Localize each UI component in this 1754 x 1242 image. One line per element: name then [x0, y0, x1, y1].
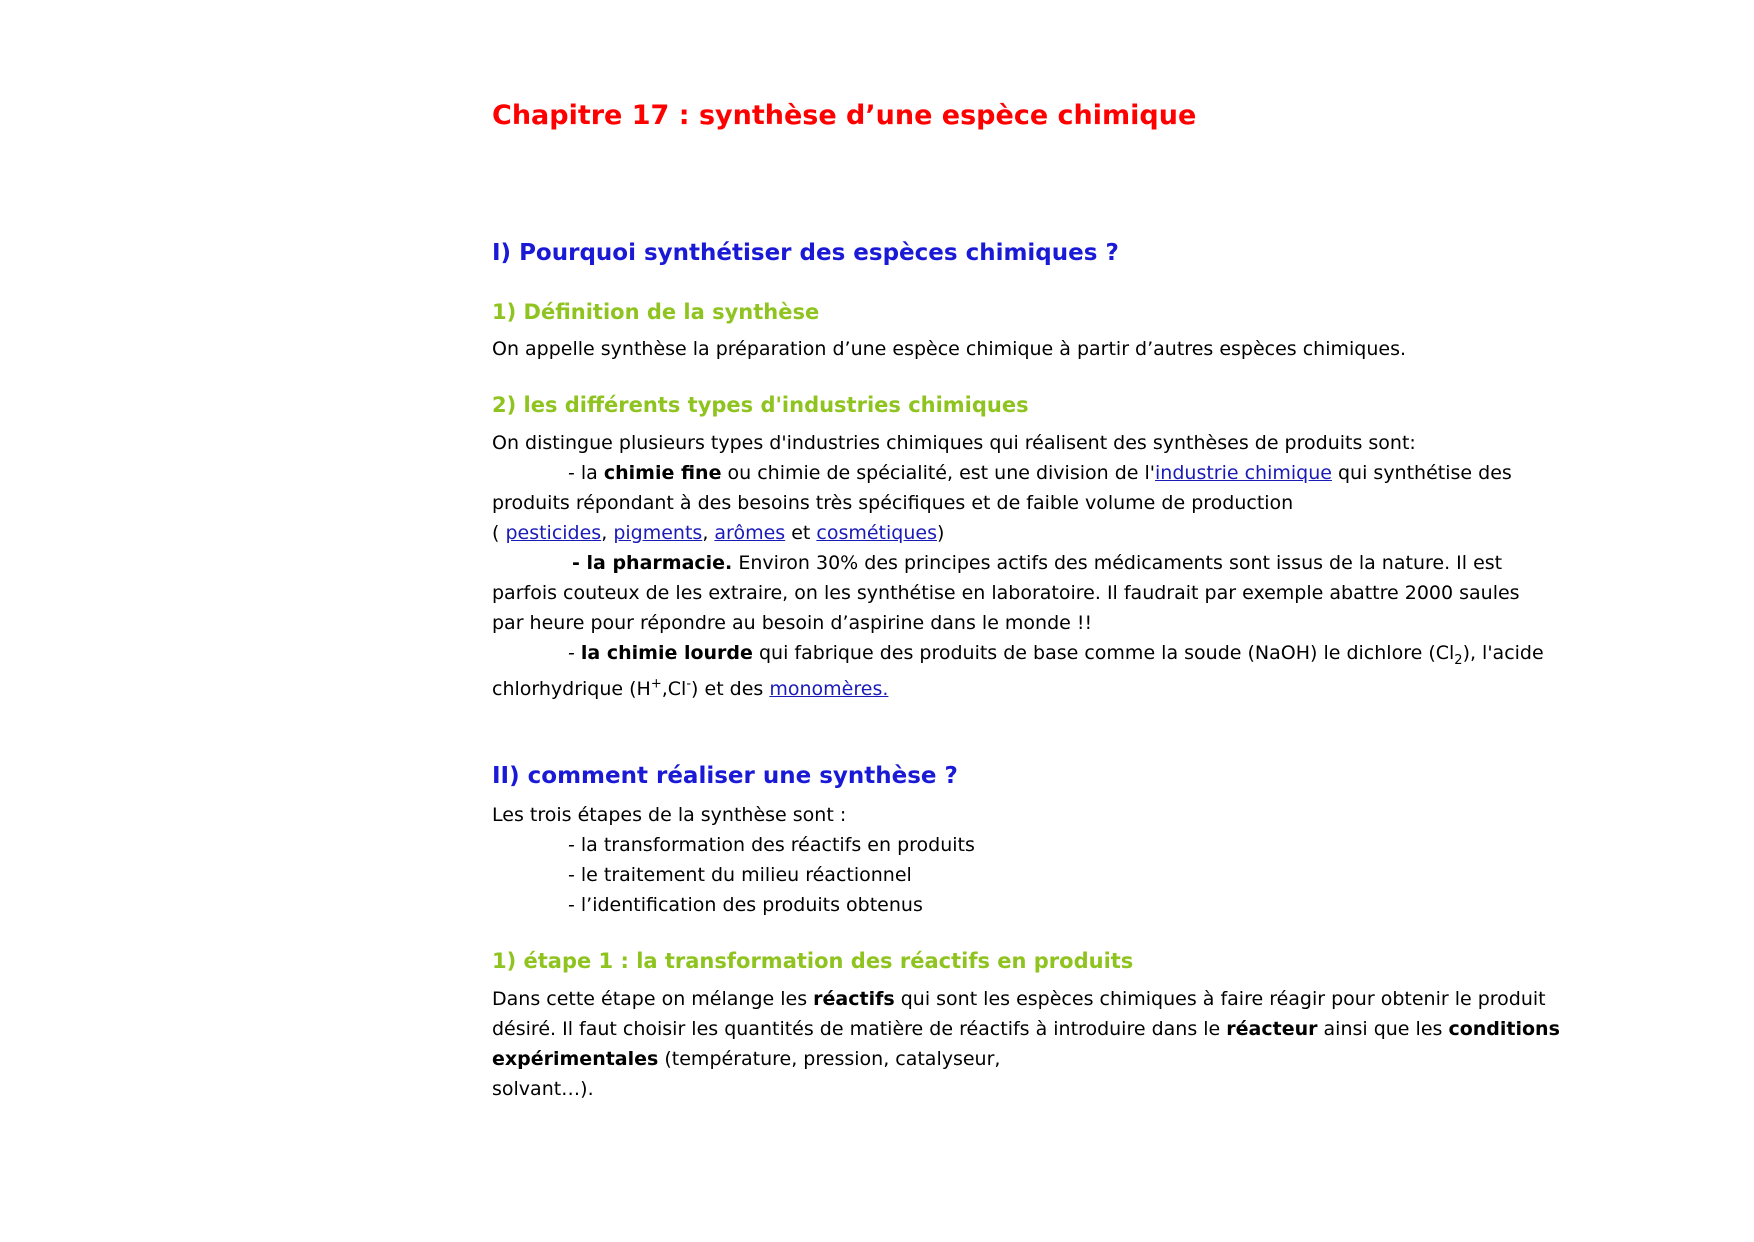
subsection-1-1-heading: 1) Définition de la synthèse [492, 300, 820, 324]
chimie-fine-term: chimie fine [603, 462, 722, 484]
pigments-link[interactable]: pigments [613, 522, 703, 544]
etape1-line-3: expérimentales (température, pression, catalyseur, [492, 1048, 1001, 1070]
etape1-line-1: Dans cette étape on mélange les réactifs qui sont les espèces chimiques à faire réagir pour obtenir le produit [492, 988, 1546, 1010]
subsection-2-1-heading: 1) étape 1 : la transformation des réactifs en produits [492, 949, 1134, 973]
step-item: - le traitement du milieu réactionnel [568, 864, 912, 886]
definition-text: On appelle synthèse la préparation d’une espèce chimique à partir d’autres espèces chimiques. [492, 338, 1407, 360]
chimie-fine-line-2: produits répondant à des besoins très spécifiques et de faible volume de production [492, 492, 1294, 514]
industrie-chimique-link[interactable]: industrie chimique [1155, 462, 1332, 484]
pharmacie-line-3: par heure pour répondre au besoin d’aspirine dans le monde !! [492, 612, 1093, 634]
pharmacie-line-1: - la pharmacie. Environ 30% des principes actifs des médicaments sont issus de la nature. Il est [572, 552, 1503, 574]
steps-intro: Les trois étapes de la synthèse sont : [492, 804, 847, 826]
etape1-line-2: désiré. Il faut choisir les quantités de matière de réactifs à introduire dans le réacteur ainsi que les conditions [492, 1018, 1560, 1040]
section-1-heading: I) Pourquoi synthétiser des espèces chimiques ? [492, 240, 1119, 266]
pharmacie-line-2: parfois couteux de les extraire, on les synthétise en laboratoire. Il faudrait par exemple abattre 2000 saules [492, 582, 1520, 604]
chimie-fine-examples: ( pesticides, pigments, arômes et cosmétiques) [492, 522, 945, 544]
step-item: - la transformation des réactifs en produits [568, 834, 975, 856]
etape1-line-4: solvant…). [492, 1078, 594, 1100]
chapter-title: Chapitre 17 : synthèse d’une espèce chimique [492, 100, 1197, 131]
subsection-1-2-heading: 2) les différents types d'industries chimiques [492, 393, 1029, 417]
cosmetiques-link[interactable]: cosmétiques [816, 522, 937, 544]
aromes-link[interactable]: arômes [714, 522, 786, 544]
chimie-fine-line-1: - la chimie fine ou chimie de spécialité, est une division de l'industrie chimique qui synthétise des [568, 462, 1512, 484]
chimie-lourde-line-1: - la chimie lourde qui fabrique des produits de base comme la soude (NaOH) le dichlore $(Cl_2)$, l'acide [568, 642, 1544, 668]
pesticides-link[interactable]: pesticides [505, 522, 602, 544]
monomeres-link[interactable]: monomères. [769, 678, 889, 700]
chimie-lourde-line-2: chlorhydrique (H+,Cl-) et des monomères. [492, 676, 889, 700]
industries-intro: On distingue plusieurs types d'industries chimiques qui réalisent des synthèses de produits sont: [492, 432, 1416, 454]
section-2-heading: II) comment réaliser une synthèse ? [492, 763, 958, 789]
pharmacie-term: - la pharmacie. [572, 552, 733, 574]
step-item: - l’identification des produits obtenus [568, 894, 923, 916]
chimie-lourde-term: la chimie lourde [580, 642, 753, 664]
